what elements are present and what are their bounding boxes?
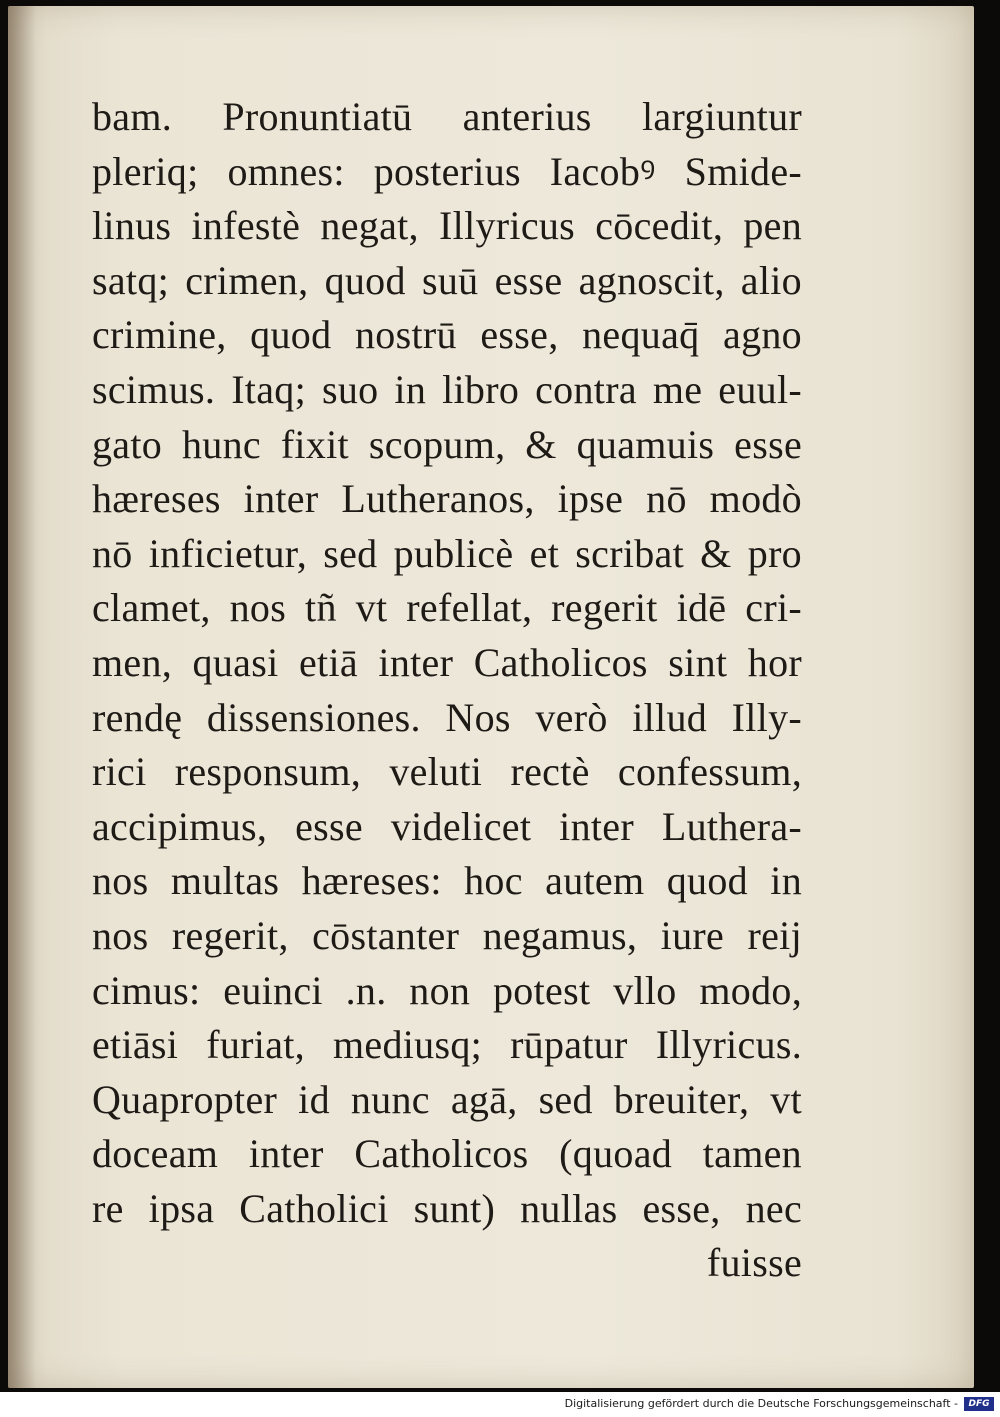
text-line-18: etiāsi furiat, mediusq; rūpatur Illyricus.: [92, 1022, 802, 1068]
text-line-17: cimus: euinci .n. non potest vllo modo,: [92, 967, 802, 1013]
text-line-6: scimus. Itaq; suo in libro contra me euul-: [92, 366, 802, 412]
text-line-7: gato hunc fixit scopum, & quamuis esse: [92, 421, 802, 467]
text-line-11: men, quasi etiā inter Catholicos sint hor: [92, 639, 802, 685]
footer-bar: [0, 1392, 1000, 1417]
text-line-1: bam. Pronuntiatū anterius largiuntur: [92, 94, 802, 139]
text-line-20: doceam inter Catholicos (quoad tamen: [92, 1131, 802, 1177]
footer-credit: Digitalisierung gefördert durch die Deutsche Forschungsgemeinschaft -: [564, 1397, 958, 1410]
text-line-5: crimine, quod nostrū esse, nequaq̄ agno: [92, 312, 802, 358]
book-page: [8, 6, 974, 1388]
dfg-logo: DFG: [964, 1397, 994, 1411]
text-line-16: nos regerit, cōstanter negamus, iure reij: [92, 912, 802, 958]
text-line-10: clamet, nos tñ vt refellat, regerit idē cri-: [92, 585, 802, 631]
gutter-shadow: [8, 6, 36, 1388]
text-line-8: hæreses inter Lutheranos, ipse nō modò: [92, 476, 802, 522]
text-line-15: nos multas hæreses: hoc autem quod in: [92, 858, 802, 904]
catchword: fuisse: [706, 1240, 802, 1286]
text-line-3: linus infestè negat, Illyricus cōcedit, pen: [92, 203, 802, 249]
text-line-2: pleriq; omnes: posterius Iacobꝰ Smide-: [92, 148, 802, 194]
text-line-13: rici responsum, veluti rectè confessum,: [92, 749, 802, 795]
text-line-4: satq; crimen, quod suū esse agnoscit, alio: [92, 257, 802, 303]
text-line-19: Quapropter id nunc agā, sed breuiter, vt: [92, 1076, 802, 1122]
text-line-9: nō inficietur, sed publicè et scribat & pro: [92, 530, 802, 576]
text-line-21: re ipsa Catholici sunt) nullas esse, nec: [92, 1185, 802, 1231]
text-line-14: accipimus, esse videlicet inter Luthera-: [92, 803, 802, 849]
text-line-12: rendę dissensiones. Nos verò illud Illy-: [92, 694, 802, 740]
page-text: [92, 90, 802, 1291]
